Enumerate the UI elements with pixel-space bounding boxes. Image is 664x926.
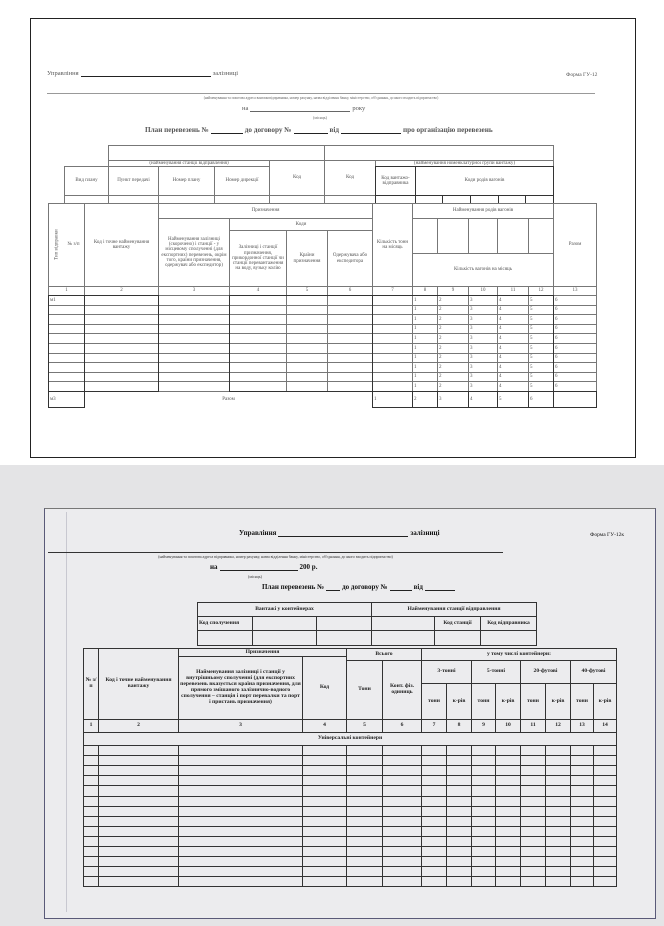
table-cell[interactable]: 5 <box>528 295 554 306</box>
year-suffix: року <box>352 105 366 112</box>
header-directorate-number: Номер дирекції <box>214 166 270 196</box>
header-f20: 20-футові <box>520 660 571 684</box>
from-label: від <box>329 126 340 134</box>
table-cell[interactable]: 5 <box>528 343 554 354</box>
wagon-kind-field[interactable] <box>412 218 438 254</box>
header-including: у тому числі контейнери: <box>421 648 617 661</box>
small-table-input[interactable] <box>252 630 317 646</box>
values-box <box>372 295 554 392</box>
header-t3: 3-тонні <box>421 660 472 684</box>
column-number: 4 <box>229 286 287 296</box>
table-cell[interactable] <box>346 876 383 887</box>
small-table-input[interactable] <box>480 630 537 646</box>
header-connection-code: Код сполучення <box>197 616 253 631</box>
column-number: 6 <box>382 719 422 733</box>
table-cell[interactable]: 5 <box>528 333 554 344</box>
sender-line[interactable] <box>48 552 503 553</box>
total-row-cell[interactable]: 3 <box>437 391 469 408</box>
table-cell[interactable]: 4 <box>497 362 529 373</box>
header-count-short: к-рів <box>495 683 521 720</box>
wagon-kind-field[interactable] <box>468 218 498 254</box>
column-number: 6 <box>327 286 373 296</box>
small-table-input[interactable] <box>197 630 253 646</box>
table-cell[interactable]: 3 <box>468 343 498 354</box>
table-cell[interactable]: 1 <box>412 305 438 315</box>
table-cell[interactable]: 3 <box>468 305 498 315</box>
date-field[interactable] <box>341 133 401 134</box>
column-number: 14 <box>593 719 617 733</box>
railway-header <box>47 70 238 77</box>
header-shipment-type-text: Тип відправки <box>54 229 60 261</box>
header-total: Всього <box>346 648 422 661</box>
on-label: на <box>210 563 218 571</box>
table-cell[interactable]: 2 <box>437 362 469 373</box>
month-field[interactable] <box>250 111 350 112</box>
header-consignee: Одержувача або експедитора <box>327 230 373 287</box>
table-cell[interactable] <box>495 876 521 887</box>
column-number: 13 <box>553 286 597 296</box>
header-codes: Коди <box>229 218 373 231</box>
header-tons-short: тонн <box>520 683 546 720</box>
header-left: Управління <box>47 70 79 77</box>
header-f40: 40-футові <box>570 660 617 684</box>
table-cell[interactable]: 4 <box>497 333 529 344</box>
table-cell[interactable]: 2 <box>437 353 469 363</box>
station-caption: (найменування станції відправлення) <box>108 160 270 167</box>
column-number: 8 <box>412 286 438 296</box>
table-cell[interactable] <box>83 876 99 887</box>
section-universal-containers: Універсальні контейнери <box>83 732 617 746</box>
header-rail-codes: Залізниці і станції призначення, прикордонної станції чи станції перевантаження на воду, вузьку колію <box>229 230 287 287</box>
table-cell[interactable] <box>98 876 179 887</box>
header-tons-short: тонн <box>570 683 594 720</box>
header-tons: Кількість тонн на місяць <box>372 203 413 287</box>
table-cell[interactable]: 1 <box>412 372 438 382</box>
cargo-group-field[interactable] <box>324 145 554 161</box>
year-suffix: 200 р. <box>299 563 318 571</box>
column-number: 12 <box>545 719 571 733</box>
contract-no-field[interactable] <box>294 133 328 134</box>
table-cell[interactable]: 5 <box>528 362 554 373</box>
column-number: 8 <box>446 719 472 733</box>
table-cell[interactable]: 6 <box>553 333 597 344</box>
table-cell[interactable]: 4 <box>497 381 529 392</box>
table-cell[interactable]: 1 <box>412 324 438 334</box>
column-number: 4 <box>302 719 347 733</box>
table-cell[interactable] <box>446 876 472 887</box>
header-containers: Вантажі у контейнерах <box>197 602 372 617</box>
table-cell[interactable]: 5 <box>528 314 554 325</box>
contract-no-label: до договору № <box>342 583 388 591</box>
table-cell[interactable]: 4 <box>497 305 529 315</box>
header-total: Разом <box>553 203 597 287</box>
group-caption: (найменування номенклатурної групи вантажу) <box>375 160 554 167</box>
header-plan-type: Вид плану <box>64 166 109 196</box>
table-cell[interactable]: 6 <box>553 362 597 373</box>
header-cargo: Код і точне найменування вантажу <box>98 648 179 720</box>
header-t5: 5-тонні <box>471 660 521 684</box>
codes-box <box>229 295 373 392</box>
table-cell[interactable] <box>570 876 594 887</box>
table-cell[interactable]: 2 <box>437 324 469 334</box>
plan-no-label: План перевезень № <box>145 126 209 134</box>
column-number: 11 <box>497 286 529 296</box>
header-station-code: Код станції <box>434 616 481 631</box>
column-number: 10 <box>468 286 498 296</box>
table-cell[interactable]: 3 <box>468 362 498 373</box>
table-cell[interactable]: 2 <box>437 314 469 325</box>
header-tons-short: тонн <box>421 683 447 720</box>
header-row-no: № з/п <box>83 648 99 720</box>
column-number: 7 <box>421 719 447 733</box>
station-name-field[interactable] <box>108 145 325 161</box>
table-cell[interactable]: 2 <box>437 333 469 344</box>
contract-no-field[interactable] <box>390 590 412 591</box>
table-cell[interactable]: 5 <box>528 305 554 315</box>
column-number: 7 <box>372 286 413 296</box>
table-cell[interactable] <box>520 876 546 887</box>
header-right: залізниці <box>410 529 440 537</box>
table-cell[interactable] <box>178 876 303 887</box>
total-row-cell[interactable]: 6 <box>528 391 554 408</box>
table-cell[interactable]: 4 <box>497 353 529 363</box>
month-caption: (місяць) <box>313 115 327 120</box>
table-cell[interactable]: 4 <box>497 295 529 306</box>
header-tons-short: тонн <box>471 683 496 720</box>
column-number: 9 <box>437 286 469 296</box>
header-units: Конт. фіз. одиниць <box>382 660 422 720</box>
month-line <box>242 105 365 112</box>
header-wagon-kinds: Найменування родів вагонів <box>412 203 554 219</box>
station-name-field[interactable] <box>371 616 435 631</box>
col1-box <box>48 295 85 392</box>
small-table-input[interactable] <box>371 630 435 646</box>
header-count-short: к-рів <box>446 683 472 720</box>
plan-no-label: План перевезень № <box>262 583 325 591</box>
header-code: Код <box>302 656 347 720</box>
header-shipper-code: Код вантажо-відправника <box>375 166 416 196</box>
table-cell[interactable]: 2 <box>437 372 469 382</box>
header-wagon-codes: Коди родів вагонів <box>415 166 554 196</box>
header-destination-name: Найменування залізниці (скорочено) і станції - у місцевому сполученні (для експортних) перевезень, окрім того, країни призначення, одержувач або експедитор) <box>158 218 230 287</box>
plan-no-field[interactable] <box>211 133 243 134</box>
table-cell[interactable]: 5 <box>528 353 554 363</box>
column-number: 12 <box>528 286 554 296</box>
header-code: Код <box>269 160 325 196</box>
form-label: Форма ГУ-12 <box>566 72 598 78</box>
on-label: на <box>242 105 249 112</box>
total-row-sum[interactable] <box>553 391 597 408</box>
month-field[interactable] <box>220 570 298 571</box>
plan-title <box>262 583 457 591</box>
railway-header <box>239 529 440 537</box>
wagon-kind-field[interactable] <box>528 218 554 254</box>
table-cell[interactable]: 2 <box>437 295 469 306</box>
table-cell[interactable] <box>421 876 447 887</box>
sender-caption: (найменування та поштова адреса відправника, номер рахунку, назва відділення банку, міністерство, об'єднання, до якого входить підприємство) <box>158 555 393 559</box>
railway-name-field[interactable] <box>81 76 211 77</box>
header-station: Найменування станції відправлення <box>371 602 537 617</box>
month-line <box>210 563 317 571</box>
total-row-cell[interactable]: 4 <box>468 391 498 408</box>
header-right: залізниці <box>212 70 238 77</box>
table-cell[interactable]: 1 <box>412 381 438 392</box>
table-cell[interactable]: 4 <box>497 372 529 382</box>
table-cell[interactable]: 2 <box>437 305 469 315</box>
row-label[interactable]: м1 <box>48 295 85 306</box>
table-cell[interactable]: 6 <box>553 324 597 334</box>
wagon-kind-field[interactable] <box>497 218 529 254</box>
header-count-short: к-рів <box>545 683 571 720</box>
table-cell[interactable]: 6 <box>553 381 597 392</box>
small-table-input[interactable] <box>316 630 372 646</box>
date-field[interactable] <box>425 590 455 591</box>
table-cell[interactable]: 2 <box>437 343 469 354</box>
page-fold-line <box>66 512 67 912</box>
header-destination-name: Найменування залізниці і станції у внутрішньому сполученні (для експортних перевезень вказується країна призначення, для прямого змішаного залізнично-водного сполучення – станція і порт перевалки та порт і пристань призначення) <box>178 656 303 720</box>
table-cell[interactable]: 3 <box>468 353 498 363</box>
column-number: 2 <box>98 719 179 733</box>
header-tons: Тонн <box>346 660 383 720</box>
table-cell[interactable] <box>302 876 347 887</box>
table-cell[interactable]: 1 <box>412 353 438 363</box>
header-sender-code: Код відправника <box>480 616 537 631</box>
small-table-input[interactable] <box>434 630 481 646</box>
table-cell[interactable] <box>471 876 496 887</box>
table-cell[interactable]: 6 <box>553 353 597 363</box>
sender-line[interactable] <box>47 93 595 94</box>
contract-no-label: до договору № <box>244 126 292 134</box>
header-plan-number: Номер плану <box>158 166 215 196</box>
table-cell[interactable]: 5 <box>528 381 554 392</box>
column-number: 13 <box>570 719 594 733</box>
table-cell[interactable]: 4 <box>497 314 529 325</box>
header-row-no: № з/п <box>67 242 80 248</box>
table-cell[interactable]: 5 <box>528 324 554 334</box>
about-label: про організацію перевезень <box>403 126 493 134</box>
table-cell[interactable] <box>382 876 422 887</box>
table-cell[interactable]: 4 <box>497 343 529 354</box>
table-cell[interactable]: 6 <box>553 305 597 315</box>
column-number: 5 <box>286 286 328 296</box>
column-number: 11 <box>520 719 546 733</box>
column-number: 3 <box>178 719 303 733</box>
column-number: 5 <box>346 719 383 733</box>
column-number: 1 <box>83 719 99 733</box>
table-cell[interactable]: 1 <box>412 314 438 325</box>
header-wagons-month: Кількість вагонів на місяць <box>412 253 554 287</box>
header-country: Країни призначення <box>286 230 328 287</box>
header-code-2: Код <box>324 160 376 196</box>
railway-name-field[interactable] <box>278 536 408 537</box>
table-cell[interactable]: 4 <box>497 324 529 334</box>
from-label: від <box>413 583 423 591</box>
table-cell[interactable]: 1 <box>412 362 438 373</box>
table-cell[interactable]: 3 <box>468 314 498 325</box>
table-cell[interactable]: 1 <box>412 295 438 306</box>
header-destination: Призначення <box>178 648 347 657</box>
table-cell[interactable]: 5 <box>528 372 554 382</box>
table-cell[interactable]: 3 <box>468 372 498 382</box>
form-label: Форма ГУ-12к <box>590 532 625 538</box>
table-cell[interactable]: 1 <box>412 333 438 344</box>
plan-no-field[interactable] <box>326 590 340 591</box>
header-cargo: Код і точне найменування вантажу <box>84 203 159 287</box>
table-cell[interactable]: 1 <box>412 343 438 354</box>
col2-box <box>84 295 159 392</box>
header-destination: Призначення <box>158 203 373 219</box>
column-number: 1 <box>48 286 85 296</box>
table-cell[interactable]: 3 <box>468 324 498 334</box>
connection-code-field[interactable] <box>252 616 317 631</box>
table-cell[interactable]: 6 <box>553 343 597 354</box>
table-cell[interactable]: 3 <box>468 333 498 344</box>
table-cell[interactable]: 3 <box>468 381 498 392</box>
table-cell[interactable]: 6 <box>553 314 597 325</box>
total-row-cell[interactable]: 1 <box>372 391 413 408</box>
table-cell[interactable]: 3 <box>468 295 498 306</box>
table-cell[interactable] <box>593 876 617 887</box>
plan-title <box>145 126 493 134</box>
header-transfer-point: Пункт передачі <box>108 166 159 196</box>
header-left: Управління <box>239 529 277 537</box>
total-row-label[interactable]: м3 <box>48 391 85 408</box>
column-number: 9 <box>471 719 496 733</box>
column-number: 2 <box>84 286 159 296</box>
wagon-kind-field[interactable] <box>437 218 469 254</box>
table-cell[interactable]: 2 <box>437 381 469 392</box>
sender-caption: (найменування та поштова адреса вантажовідправника, номер рахунку, назва відділення банку, міністерство, об'єднання, до якого входить підприємство) <box>203 96 439 100</box>
table-cell[interactable]: 6 <box>553 372 597 382</box>
total-row-text: Разом <box>222 396 235 402</box>
table-cell[interactable] <box>545 876 571 887</box>
connection-code-field-2[interactable] <box>316 616 372 631</box>
column-number: 10 <box>495 719 521 733</box>
column-number: 3 <box>158 286 230 296</box>
table-cell[interactable]: 6 <box>553 295 597 306</box>
month-caption: (місяць) <box>248 574 262 579</box>
header-count-short: к-рів <box>593 683 617 720</box>
total-row-cell[interactable]: 5 <box>497 391 529 408</box>
total-row-cell[interactable]: 2 <box>412 391 438 408</box>
